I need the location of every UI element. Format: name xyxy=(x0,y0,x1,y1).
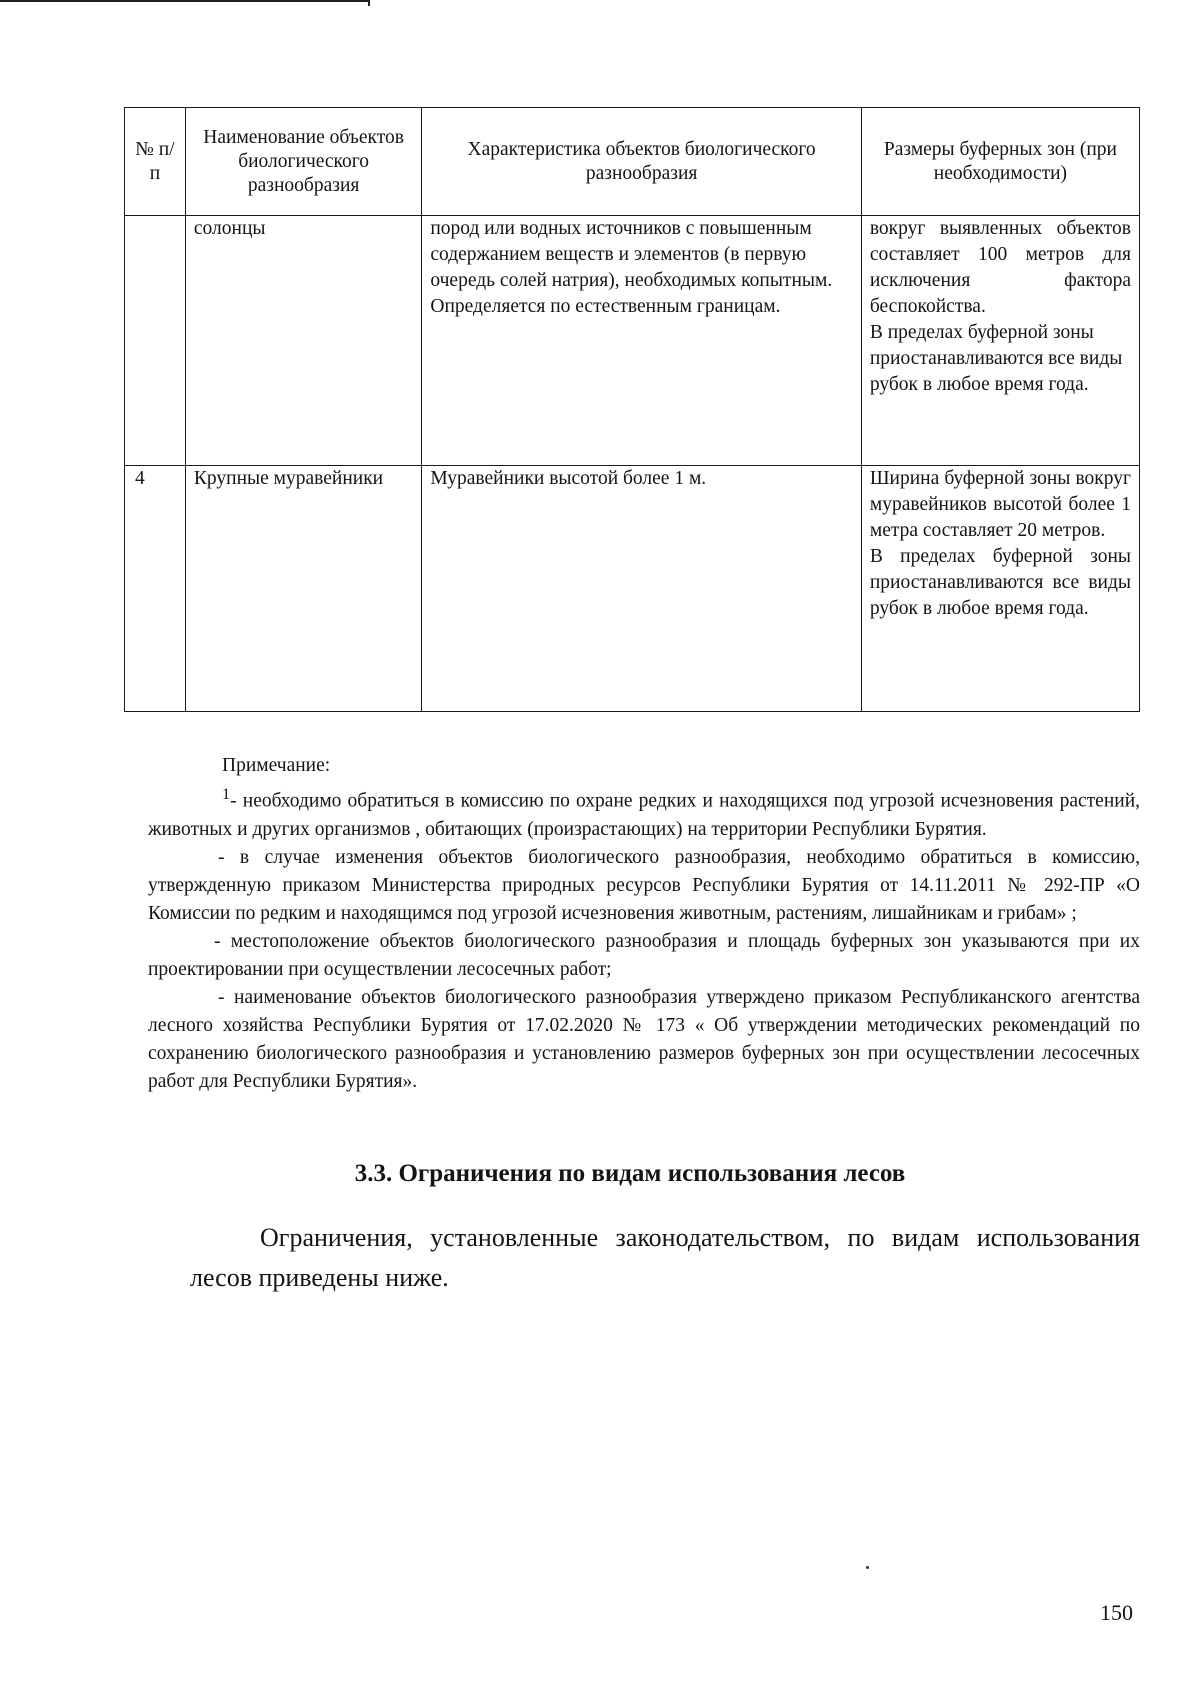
scan-speck xyxy=(866,1566,869,1569)
buffer-text-1: Ширина буферной зоны вокруг муравейников высотой более 1 метра составляет 20 метров. xyxy=(869,468,1131,541)
buffer-text-2: В пределах буферной зоны приостанавливаются все виды рубок в любое время года. xyxy=(869,546,1131,619)
row-name: солонцы xyxy=(185,216,421,466)
note-item-4: - наименование объектов биологического разнообразия утверждено приказом Республиканского агентства лесного хозяйства Республики Бурятия от 17.02.2020 № 173 « Об утверждении методических рекомендаций по сохранению биологического разнообразия и установлению размеров буферных зон при осуществлении лесосечных работ для Республики Бурятия». xyxy=(148,986,1140,1092)
footnote-mark: 1 xyxy=(222,785,231,803)
notes-heading: Примечание: xyxy=(222,755,331,776)
biodiversity-table xyxy=(124,107,1140,712)
section-body: Ограничения, установленные законодательством, по видам использования лесов приведены ниже. xyxy=(190,1223,1140,1292)
table-row xyxy=(125,216,1140,466)
row-buffer xyxy=(861,466,1139,712)
row-characteristic: пород или водных источников с повышенным содержанием веществ и элементов (в первую очередь солей натрия), необходимых копытным. Определяется по естественным границам. xyxy=(422,216,861,466)
table-row xyxy=(125,466,1140,712)
section-title: 3.3. Ограничения по видам использования лесов xyxy=(354,1160,906,1187)
row-characteristic: Муравейники высотой более 1 м. xyxy=(422,466,861,712)
row-num xyxy=(125,216,186,466)
buffer-text-2: В пределах буферной зоны приостанавливаются все виды рубок в любое время года. xyxy=(869,322,1123,395)
buffer-text-1: вокруг выявленных объектов составляет 100 метров для исключения фактора беспокойства. xyxy=(869,218,1131,317)
top-scan-tick xyxy=(368,0,370,6)
note-item-3: - местоположение объектов биологического разнообразия и площадь буферных зон указываются при их проектировании при осуществлении лесосечных работ; xyxy=(148,930,1140,980)
note-item-1-text: - необходимо обратиться в комиссию по охране редких и находящихся под угрозой исчезновения растений, животных и других организмов , обитающих (произрастающих) на территории Республики Бурятия. xyxy=(148,790,1140,840)
table-header-row xyxy=(125,108,1140,216)
header-characteristic: Характеристика объектов биологического разнообразия xyxy=(422,108,861,216)
row-buffer xyxy=(861,216,1139,466)
note-item-1 xyxy=(148,780,1140,844)
row-num: 4 xyxy=(125,466,186,712)
note-item-2: - в случае изменения объектов биологического разнообразия, необходимо обратиться в комиссию, утвержденную приказом Министерства природных ресурсов Республики Бурятия от 14.11.2011 № 292-ПР «О Комиссии по редким и находящимся под угрозой исчезновения животным, растениям, лишайникам и грибам» ; xyxy=(148,846,1140,924)
row-name: Крупные муравейники xyxy=(185,466,421,712)
header-name: Наименование объектов биологического разнообразия xyxy=(185,108,421,216)
header-buffer: Размеры буферных зон (при необходимости) xyxy=(861,108,1139,216)
header-num: № п/п xyxy=(125,108,186,216)
page-number: 150 xyxy=(1100,1600,1133,1625)
top-scan-line xyxy=(0,0,370,2)
notes-block xyxy=(148,752,1140,1096)
